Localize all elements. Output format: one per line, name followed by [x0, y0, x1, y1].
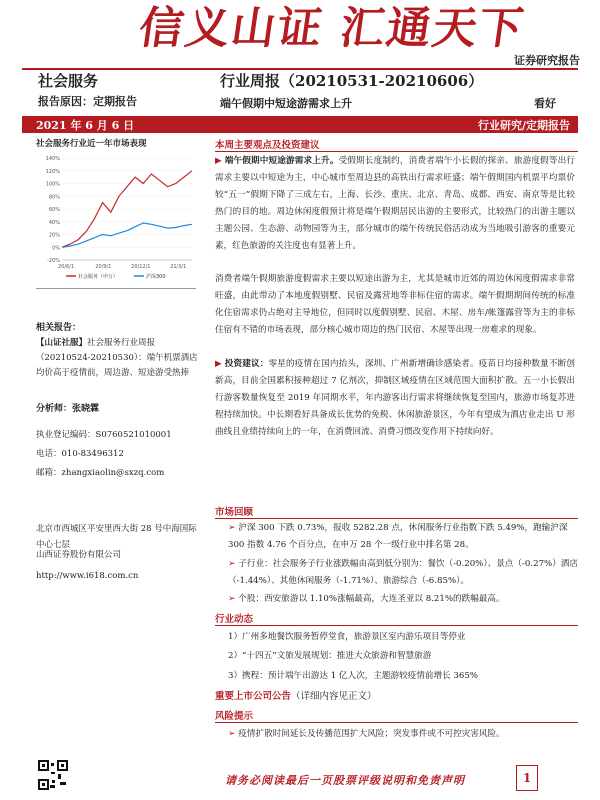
related-report-text: 社会服务行业周报（20210524-20210530）：端午机票酒店均价高于疫情前，周边游、短途游受热捧	[36, 338, 198, 378]
related-report	[36, 336, 201, 381]
market-item-text: 沪深 300 下跌 0.73%，报收 5282.28 点，休闲服务行业指数下跌 5.49%，跑输沪深 300 指数 4.76 个百分点，在申万 28 个一级行业中排名第 28。	[228, 523, 568, 550]
market-item-subsector	[228, 556, 578, 590]
arrow-icon: ➢	[228, 559, 236, 569]
dynamics-item: 2）“十四五”文旅发展规划：推进大众旅游和智慧旅游	[228, 651, 432, 661]
paragraph-text: 受假期长度制约，消费者端午小长假的探亲、旅游度假等出行需求主要以中短途为主，中心城市至周边县的高铁出行需求旺盛；端午假期国内机票平均票价较“五一”假期下降了三成左右，上海、长沙、重庆、北京、青岛、成都、西安、南京等是比较热门的目的地。周边休闲度假预计将是端午假期居民出游的主要形式，比较热门的出游主题以主题公园、生态游、动物园等为主，部分城市的端午传统民俗活动成为当地吸引游客的重要元素，红色旅游的关注度也有显著上升。	[215, 156, 575, 251]
risk-item-text: 疫情扩散时间延长及传播范围扩大风险；突发事件或不可控灾害风险。	[238, 729, 505, 739]
section-heading-dynamics: 行业动态	[215, 614, 254, 625]
industry-title: 社会服务	[38, 72, 99, 90]
paragraph-lead: 投资建议：	[224, 359, 269, 369]
report-category: 行业研究/定期报告	[477, 119, 570, 132]
announcements-note: （详细内容见正文）	[291, 691, 377, 702]
analyst-license: 执业登记编码：S0760521010001	[36, 430, 172, 440]
y-tick-label: 140%	[45, 156, 60, 162]
y-tick-label: -20%	[47, 258, 60, 264]
dynamics-item: 3）携程：预计端午出游达 1 亿人次，主题游较疫情前增长 365%	[228, 671, 478, 681]
company-address: 北京市西城区平安里西大街 28 号中海国际中心七层	[36, 524, 197, 550]
x-tick-label: 21/3/1	[170, 264, 187, 270]
section-heading-views: 本周主要观点及投资建议	[215, 140, 320, 151]
related-report-source: 【山证社服】	[36, 338, 88, 348]
analyst-name: 分析师：张晓霖	[36, 404, 100, 414]
paragraph-lead: 端午假期中短途游需求上升。	[224, 156, 339, 166]
company-name: 山西证券股份有限公司	[36, 550, 122, 560]
series-line-hs300	[62, 223, 192, 247]
report-subtitle: 端午假期中短途游需求上升	[220, 97, 352, 110]
paragraph-short-trip	[215, 153, 575, 255]
related-reports-heading: 相关报告：	[36, 323, 82, 333]
x-tick-label: 20/9/1	[95, 264, 112, 270]
legend-label: 社会服务（申万）	[78, 274, 119, 280]
chart-title: 社会服务行业近一年市场表现	[36, 139, 147, 149]
section-heading-market: 市场回顾	[215, 507, 254, 518]
section-heading-risk: 风险提示	[215, 711, 254, 722]
y-tick-label: 20%	[48, 232, 60, 239]
announcements-title: 重要上市公司公告	[215, 691, 292, 702]
paragraph-text: 零星的疫情在国内抬头，深圳、广州新增确诊感染者。疫苗日均接种数量不断创新高，目前全国累积接种超过 7 亿剂次，抑制区域疫情在区域范围大面积扩散。五一小长假出行游客数量恢复至 2019 年同期水平，年内游客出行需求将继续恢复至国内，旅游市场复苏进程持续加快。中长期看好具备成长优势的免税、休闲旅游景区，今年有望成为酒店业走出 U 形曲线且业绩持续向上的一年，在消费回流、消费习惯改变作用下持续向好。	[215, 359, 575, 437]
market-item-text: 子行业：社会服务子行业涨跌幅由高到低分别为：餐饮（-0.20%）、景点（-0.27%）酒店（-1.44%）、其他休闲服务（-1.71%）、旅游综合（-6.85%）。	[228, 559, 578, 586]
section-heading-announcements	[215, 688, 377, 702]
section-rule	[215, 722, 578, 723]
analyst-phone: 电话：010-83496312	[36, 449, 124, 459]
market-item-index	[228, 520, 578, 554]
risk-item	[228, 726, 578, 743]
y-tick-label: 100%	[45, 181, 60, 188]
y-tick-label: 0%	[52, 245, 60, 252]
rating: 看好	[534, 97, 556, 110]
brand-logo: 信义山证 汇通天下	[135, 3, 529, 54]
bullet-icon: ▶	[215, 156, 222, 166]
y-tick-label: 80%	[48, 194, 60, 201]
x-tick-label: 20/12/1	[131, 264, 151, 270]
paragraph-lodging: 消费者端午假期旅游度假需求主要以短途出游为主，尤其是城市近郊的周边休闲度假需求非常旺盛，由此带动了本地度假别墅、民宿及露营地等非标住宿的需求。端午假期期间传统的标准化住宿需求仍占绝对主导地位，但同时以度假别墅、民宿、木屋、房车/帐篷露营等为主的非标住宿有不错的市场表现，部分核心城市周边的热门民宿、木屋等出现一房难求的现象。	[215, 274, 575, 335]
bullet-icon: ▶	[215, 359, 222, 369]
y-tick-label: 40%	[48, 219, 60, 226]
report-date: 2021 年 6 月 6 日	[36, 119, 135, 132]
page-number: 1	[516, 765, 538, 791]
section-rule	[215, 518, 578, 519]
dynamics-item: 1）广州多地餐饮服务暂停堂食，旅游景区室内游乐项目等停业	[228, 632, 466, 642]
report-reason: 报告原因：定期报告	[38, 95, 137, 108]
chart-divider	[36, 288, 196, 289]
section-rule	[215, 151, 578, 152]
disclaimer: 请务必阅读最后一页股票评级说明和免责声明	[225, 774, 465, 787]
paragraph-investment	[215, 356, 575, 441]
research-report-tag: 证券研究报告	[514, 54, 580, 67]
y-tick-label: 120%	[45, 168, 60, 175]
x-tick-label: 20/6/1	[57, 264, 75, 270]
arrow-icon: ➢	[228, 594, 236, 604]
company-website[interactable]: http://www.i618.com.cn	[36, 571, 139, 581]
analyst-email[interactable]: 邮箱：zhangxiaolin@sxzq.com	[36, 468, 165, 478]
market-item-stocks	[228, 591, 578, 608]
report-title: 行业周报（20210531-20210606）	[220, 72, 484, 90]
market-performance-chart	[38, 152, 198, 284]
section-rule	[215, 625, 578, 626]
qr-code-icon	[38, 760, 68, 790]
legend-label: 沪深300	[146, 274, 166, 280]
arrow-icon: ➢	[228, 729, 236, 739]
y-tick-label: 60%	[48, 207, 60, 213]
arrow-icon: ➢	[228, 523, 236, 533]
analyst-contact	[36, 426, 172, 483]
market-item-text: 个股：西安旅游以 1.10%涨幅最高，大连圣亚以 8.21%的跌幅最高。	[238, 594, 505, 604]
